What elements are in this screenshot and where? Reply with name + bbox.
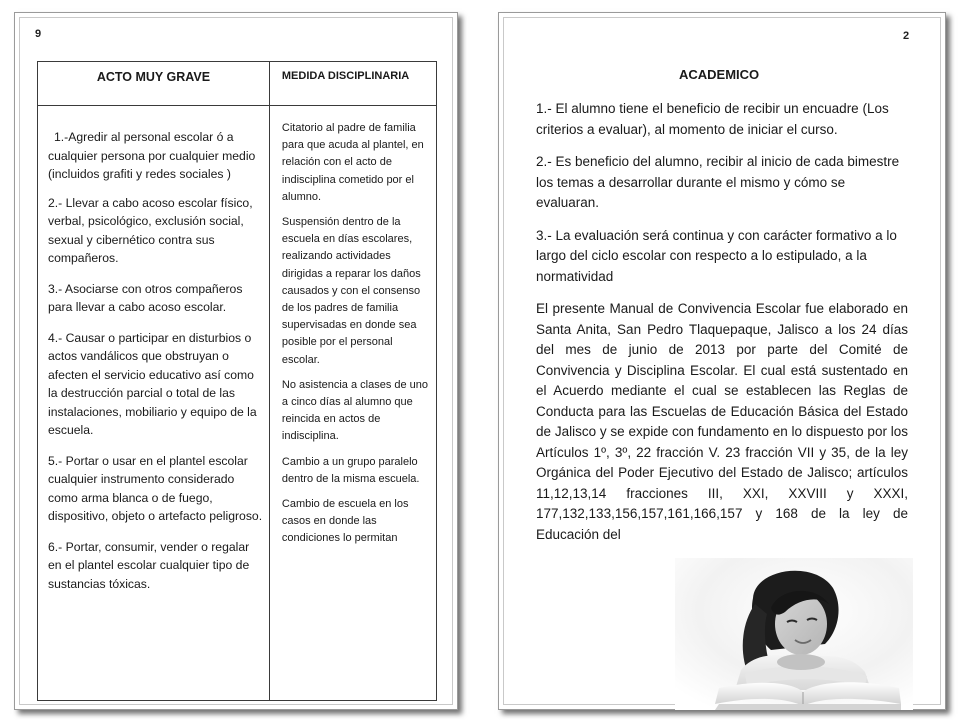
measure-item: Suspensión dentro de la escuela en días escolares, realizando actividades dirigidas a reparar los daños causados y con el consenso de los padres de familia supervisadas en donde sea posible por el personal escolar. [281, 216, 421, 366]
student-photo [675, 558, 913, 710]
academic-body [536, 99, 908, 545]
section-title: ACADEMICO [679, 67, 760, 82]
discipline-table [37, 61, 437, 701]
student-photo-illustration [675, 558, 913, 710]
academic-item: 1.- El alumno tiene el beneficio de recibir un encuadre (Los criterios a evaluar), al momento de iniciar el curso. [536, 101, 889, 137]
measure-item: Cambio a un grupo paralelo dentro de la misma escuela. [281, 455, 420, 485]
act-item: 5.- Portar o usar en el plantel escolar cualquier instrumento considerado como arma blanca o de fuego, dispositivo, objeto o artefacto peligroso. [48, 453, 263, 523]
act-item: 2.- Llevar a cabo acoso escolar físico, verbal, psicológico, exclusión social, sexual y cibernético contra sus compañeros. [48, 195, 253, 265]
measure-item: Citatorio al padre de familia para que acuda al plantel, en relación con el acto de indisciplina cometido por el alumno. [281, 122, 424, 203]
acts-cell [38, 106, 270, 701]
header-acts: ACTO MUY GRAVE [38, 62, 270, 106]
right-page [498, 12, 946, 710]
academic-item: 3.- La evaluación será continua y con carácter formativo a lo largo del ciclo escolar con respecto a lo estipulado, a la normatividad [536, 227, 897, 284]
closing-paragraph: El presente Manual de Convivencia Escolar fue elaborado en Santa Anita, San Pedro Tlaquepaque, Jalisco a los 24 días del mes de junio de 2013 por parte del Comité de Convivencia y Disciplina Escolar. El cual está sustentado en el Acuerdo mediante el cual se establecen las Reglas de Conducta para las Escuelas de Educación Básica del Estado de Jalisco y se expide con fundamento en lo dispuesto por los Artículos 1º, 3º, 22 fracción V. 23 fracción VII y 35, de la ley Orgánica del Poder Ejecutivo del Estado de Jalisco; artículos 11,12,13,14 fracciones III, XXI, XXVIII y XXXI, 177,132,133,156,157,161,166,157 y 168 de la ley de Educación del [536, 301, 908, 542]
page-number: 9 [35, 28, 42, 40]
table-body-row [38, 106, 437, 701]
act-item: 3.- Asociarse con otros compañeros para llevar a cabo acoso escolar. [48, 281, 243, 314]
measure-item: Cambio de escuela en los casos en donde las condiciones lo permitan [281, 498, 409, 545]
header-measures: MEDIDA DISCIPLINARIA [269, 62, 436, 106]
table-header-row [38, 62, 437, 106]
measure-item: No asistencia a clases de uno a cinco días al alumno que reincida en actos de indisciplina. [281, 378, 429, 443]
left-page [14, 12, 458, 710]
act-item: 4.- Causar o participar en disturbios o actos vandálicos que obstruyan o afecten el servicio educativo así como la destrucción parcial o total de las instalaciones, mobiliario y equipo de la escuela. [48, 330, 257, 437]
act-item: 1.-Agredir al personal escolar ó a cualquier persona por cualquier medio (incluidos grafiti y redes sociales ) [48, 130, 256, 181]
academic-item: 2.- Es beneficio del alumno, recibir al inicio de cada bimestre los temas a desarrollar durante el mismo y cómo se evaluaran. [536, 154, 900, 210]
measures-cell [269, 106, 436, 701]
page-number: 2 [903, 30, 910, 42]
act-item: 6.- Portar, consumir, vender o regalar en el plantel escolar cualquier tipo de sustancias tóxicas. [48, 539, 250, 591]
